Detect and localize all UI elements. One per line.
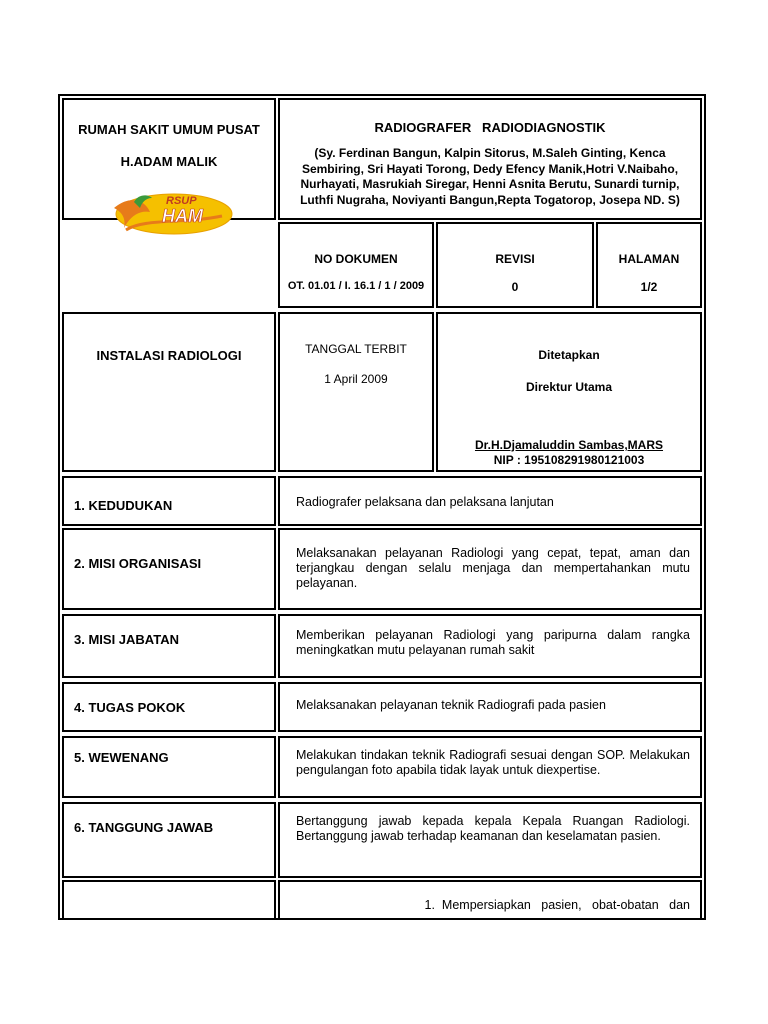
tanggal-terbit-cell xyxy=(278,312,434,472)
section-label-cell xyxy=(62,880,276,920)
section-text-cell xyxy=(278,736,702,798)
section-text-cell xyxy=(278,682,702,732)
revisi-label: REVISI xyxy=(495,252,535,266)
section-label: 6. TANGGUNG JAWAB xyxy=(74,820,214,835)
nama-direktur: Dr.H.Djamaluddin Sambas,MARS xyxy=(474,438,664,452)
section-text: Melaksanakan pelayanan teknik Radiografi pada pasien xyxy=(296,698,606,712)
section-label: 3. MISI JABATAN xyxy=(74,632,179,647)
document-title: RADIOGRAFER RADIODIAGNOSTIK xyxy=(374,120,606,135)
no-dokumen-label: NO DOKUMEN xyxy=(314,252,398,266)
section-text-cell xyxy=(278,614,702,678)
ditetapkan-label: Ditetapkan xyxy=(538,348,600,362)
section-label-cell xyxy=(62,736,276,798)
hospital-logo xyxy=(104,188,234,236)
section-label: 1. KEDUDUKAN xyxy=(74,498,173,513)
section-label: 2. MISI ORGANISASI xyxy=(74,556,202,571)
title-cell xyxy=(278,98,702,220)
section-label: 5. WEWENANG xyxy=(74,750,169,765)
section-text: Bertanggung jawab kepada kepala Kepala Ruangan Radiologi. Bertanggung jawab terhadap keamanan dan keselamatan pasien. xyxy=(296,814,690,843)
section-label-cell xyxy=(62,682,276,732)
tanggal-terbit-value: 1 April 2009 xyxy=(324,372,388,386)
tanggal-terbit-label: TANGGAL TERBIT xyxy=(305,342,407,356)
revisi-cell xyxy=(436,222,594,308)
section-text: 1. Mempersiapkan pasien, obat-obatan dan xyxy=(424,898,690,912)
section-text: Radiografer pelaksana dan pelaksana lanjutan xyxy=(296,495,554,509)
hospital-name-line1: RUMAH SAKIT UMUM PUSAT xyxy=(78,122,260,137)
no-dokumen-value: OT. 01.01 / I. 16.1 / 1 / 2009 xyxy=(287,280,425,292)
hospital-name-line2: H.ADAM MALIK xyxy=(120,154,218,169)
section-text-cell xyxy=(278,880,702,920)
halaman-label: HALAMAN xyxy=(618,252,680,266)
section-label: 4. TUGAS POKOK xyxy=(74,700,186,715)
logo-text-top: RSUP xyxy=(166,195,197,207)
section-text-cell xyxy=(278,802,702,878)
section-text: Melaksanakan pelayanan Radiologi yang cepat, tepat, aman dan terjangkau dengan selalu menjaga dan mempertahankan mutu pelayanan. xyxy=(296,546,690,590)
section-label-cell xyxy=(62,802,276,878)
authors-list: (Sy. Ferdinan Bangun, Kalpin Sitorus, M.Saleh Ginting, Kenca Sembiring, Sri Hayati Torong, Dedy Efency Manik,Hotri V.Naibaho, Nurhayati, Masrukiah Siregar, Henni Asnita Berutu, Sunardi turnip, Luthfi Nugraha, Noviyanti Bangun,Repta Togatorop, Josepa ND. S) xyxy=(300,146,680,207)
no-dokumen-cell xyxy=(278,222,434,308)
revisi-value: 0 xyxy=(511,280,519,294)
section-label-cell xyxy=(62,528,276,610)
halaman-value: 1/2 xyxy=(640,280,658,294)
instalasi-name: INSTALASI RADIOLOGI xyxy=(96,348,242,363)
jabatan-direktur: Direktur Utama xyxy=(525,380,613,394)
halaman-cell xyxy=(596,222,702,308)
logo-text-main: HAM xyxy=(162,206,203,226)
section-text-cell xyxy=(278,528,702,610)
nip-direktur: NIP : 195108291980121003 xyxy=(493,453,645,467)
section-text: Melakukan tindakan teknik Radiografi sesuai dengan SOP. Melakukan pengulangan foto apabila tidak layak untuk diexpertise. xyxy=(296,748,690,777)
section-label-cell xyxy=(62,476,276,526)
hospital-cell xyxy=(62,98,276,226)
section-label-cell xyxy=(62,614,276,678)
pengesahan-cell xyxy=(436,312,702,472)
section-text-cell xyxy=(278,476,702,526)
document-frame xyxy=(58,94,706,920)
instalasi-cell xyxy=(62,312,276,472)
section-text: Memberikan pelayanan Radiologi yang paripurna dalam rangka meningkatkan mutu pelayanan rumah sakit xyxy=(296,628,690,657)
